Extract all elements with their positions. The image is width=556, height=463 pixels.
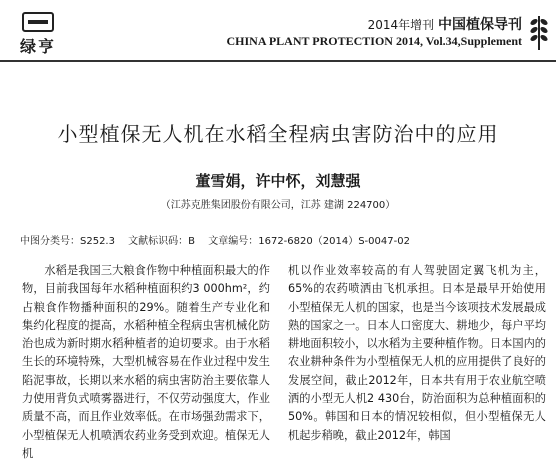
body-paragraph: 水稻是我国三大粮食作物中种植面积最大的作物，目前我国每年水稻种植面积约3 000hm²，约占粮食作物播种面积的29%。随着生产专业化和集约化程度的提高，水稻种植全程病虫害机械化防治也成为新时期水稻种植者的迫切要求。由于水稻生长的环境特殊，大型机械容易在作业过程中发生陷泥事故，长期以来水稻的病虫害防治主要依靠人力使用背负式喷雾器进行，不仅劳动强度大，作业质量不高，而且作业效率低。在市场强劲需求下，小型植保无人机喷洒农药业务受到欢迎。植保无人机 (22, 264, 270, 460)
body-column-right (288, 262, 546, 445)
document-code: 文献标识码：B (128, 236, 196, 247)
article-metadata (20, 232, 420, 247)
article-number: 文章编号：1672-6820（2014）S-0047-02 (208, 236, 410, 247)
logo-text: 绿亨 (19, 37, 56, 56)
journal-header (0, 0, 556, 62)
journal-name-en: CHINA PLANT PROTECTION 2014, Vol.34,Supplement (226, 34, 522, 48)
publisher-logo (12, 12, 64, 56)
article-authors: 董雪娟，许中怀，刘慧强 (195, 172, 361, 190)
article-title: 小型植保无人机在水稻全程病虫害防治中的应用 (57, 122, 499, 146)
body-paragraph: 机以作业效率较高的有人驾驶固定翼飞机为主，65%的农药喷洒由飞机承担。日本是最早开始使用小型植保无人机的国家，也是当今该项技术发展最成熟的国家之一。日本人口密度大、耕地少，每户平均耕地面积较小，以水稻为主要种植作物。日本国内的农业耕种条件为小型植保无人机的应用提供了良好的发展空间，截止2012年，日本共有用于农业航空喷洒的小型无人机2 430台，防治面积为总种植面积的50%。韩国和日本的情况较相似，但小型植保无人机起步稍晚，截止2012年，韩国 (288, 264, 546, 442)
header-divider (0, 60, 556, 62)
author-affiliation: （江苏克胜集团股份有限公司，江苏 建湖 224700） (160, 200, 396, 211)
issue-line (368, 14, 522, 34)
clc-number: 中图分类号：S252.3 (20, 236, 115, 247)
issue-label: 2014年增刊 (367, 18, 435, 32)
wheat-emblem-icon (526, 12, 552, 52)
journal-name-cn: 中国植保导刊 (438, 17, 522, 33)
logo-mark-icon (22, 12, 54, 32)
body-column-left (22, 262, 270, 463)
